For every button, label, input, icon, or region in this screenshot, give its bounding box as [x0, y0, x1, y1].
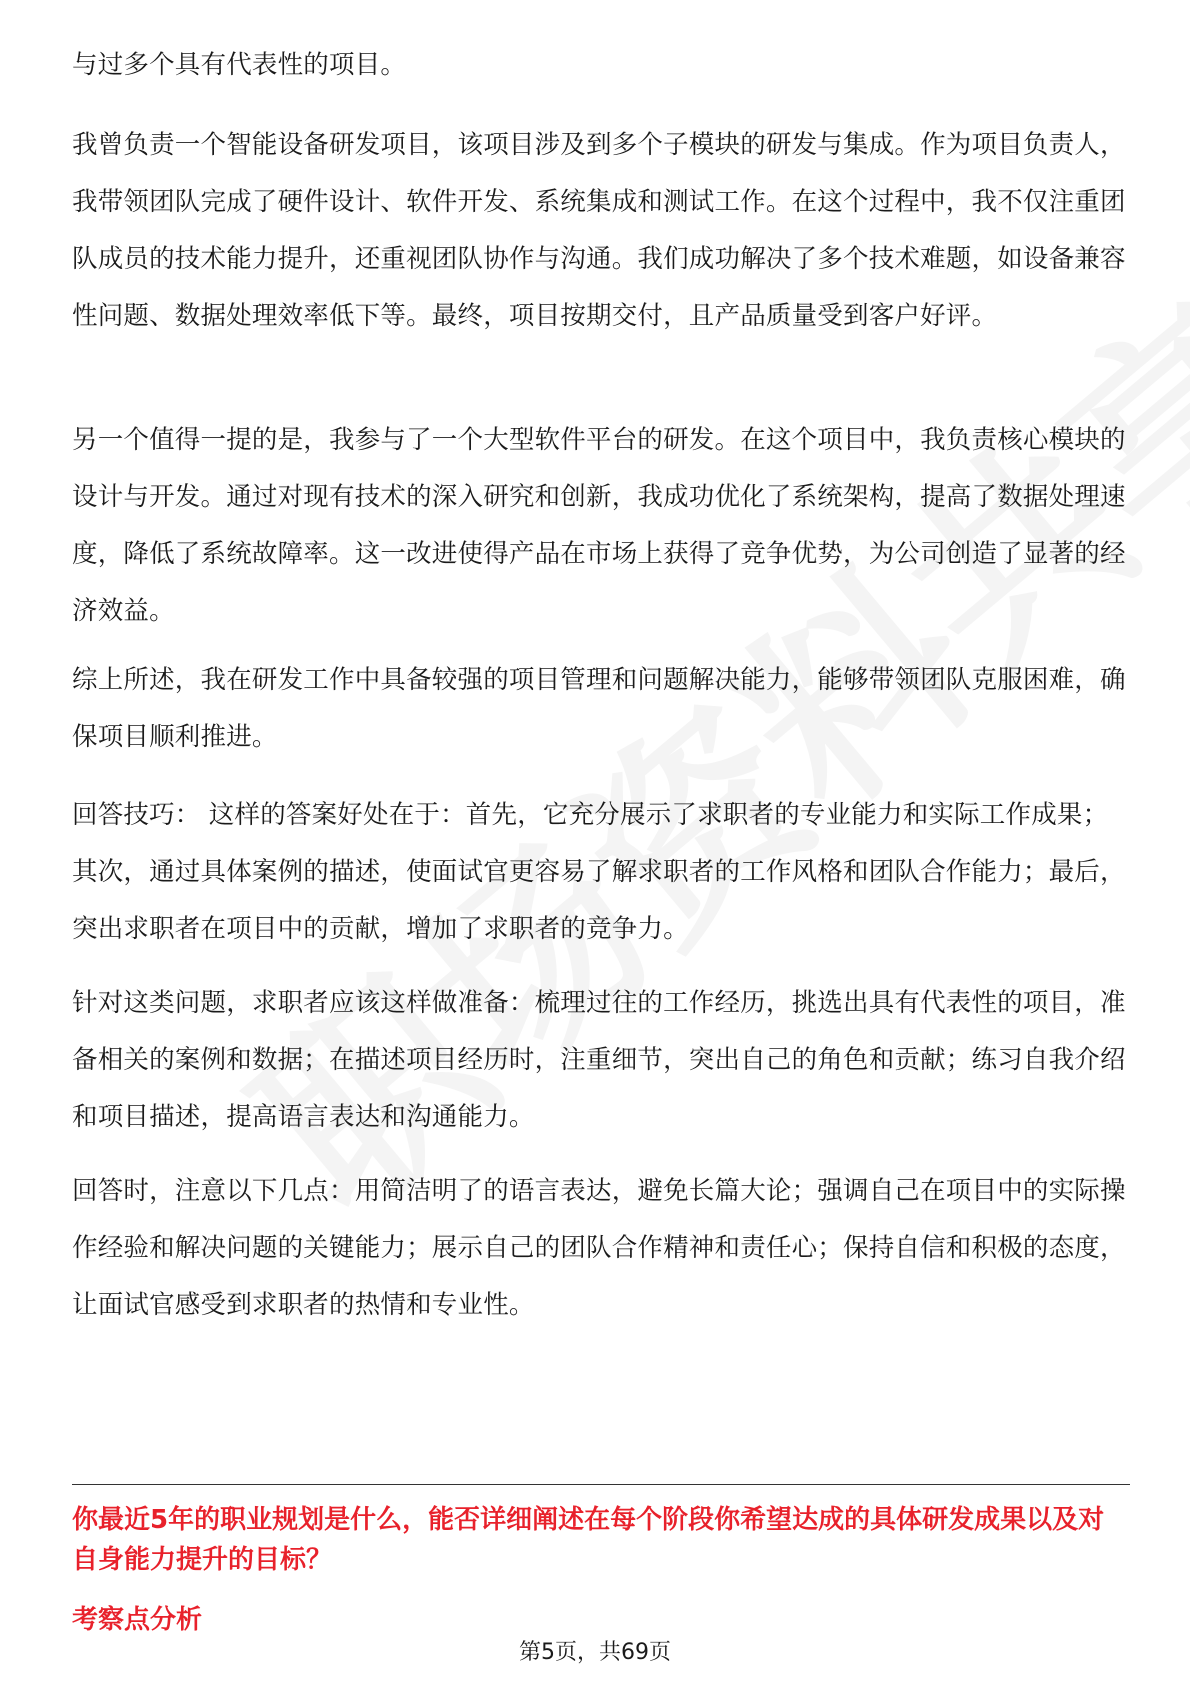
section-divider [72, 1484, 1130, 1485]
paragraph-smart-device-project: 我曾负责一个智能设备研发项目，该项目涉及到多个子模块的研发与集成。作为项目负责人，我带领团队完成了硬件设计、软件开发、系统集成和测试工作。在这个过程中，我不仅注重团队成员的技术能力提升，还重视团队协作与沟通。我们成功解决了多个技术难题，如设备兼容性问题、数据处理效率低下等。最终，项目按期交付，且产品质量受到客户好评。 [72, 130, 1126, 331]
paragraph-answer-notes: 回答时，注意以下几点：用简洁明了的语言表达，避免长篇大论；强调自己在项目中的实际操作经验和解决问题的关键能力；展示自己的团队合作精神和责任心；保持自信和积极的态度，让面试官感受到求职者的热情和专业性。 [72, 1176, 1126, 1320]
paragraph-answer-tips: 回答技巧： 这样的答案好处在于：首先，它充分展示了求职者的专业能力和实际工作成果；其次，通过具体案例的描述，使面试官更容易了解求职者的工作风格和团队合作能力；最后，突出求职者在项目中的贡献，增加了求职者的竞争力。 [72, 800, 1126, 944]
paragraph-intro-tail: 与过多个具有代表性的项目。 [72, 50, 407, 80]
interview-question: 你最近5年的职业规划是什么，能否详细阐述在每个阶段你希望达成的具体研发成果以及对自身能力提升的目标？ [72, 1505, 1105, 1575]
paragraph-software-platform-project: 另一个值得一提的是，我参与了一个大型软件平台的研发。在这个项目中，我负责核心模块的设计与开发。通过对现有技术的深入研究和创新，我成功优化了系统架构，提高了数据处理速度，降低了系统故障率。这一改进使得产品在市场上获得了竞争优势，为公司创造了显著的经济效益。 [72, 425, 1126, 626]
paragraph-summary: 综上所述，我在研发工作中具备较强的项目管理和问题解决能力，能够带领团队克服困难，确保项目顺利推进。 [72, 665, 1126, 752]
section-heading-analysis: 考察点分析 [72, 1605, 203, 1635]
page-number-footer: 第5页，共69页 [519, 1640, 671, 1665]
paragraph-preparation: 针对这类问题，求职者应该这样做准备：梳理过往的工作经历，挑选出具有代表性的项目，准备相关的案例和数据；在描述项目经历时，注重细节，突出自己的角色和贡献；练习自我介绍和项目描述，提高语言表达和沟通能力。 [72, 988, 1126, 1132]
